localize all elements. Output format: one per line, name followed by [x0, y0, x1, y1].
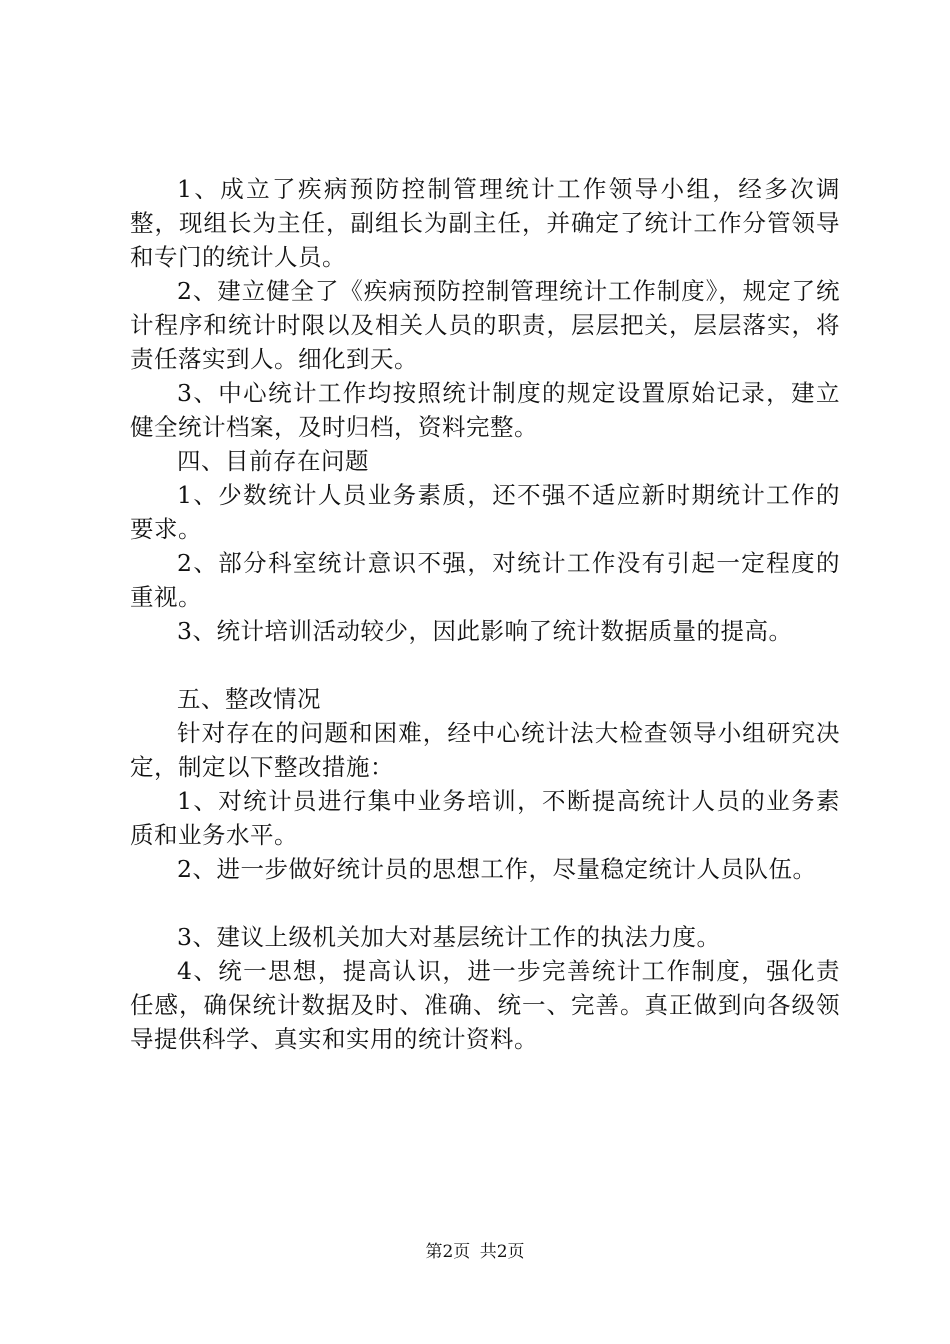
- paragraph-problem-2: 2、部分科室统计意识不强，对统计工作没有引起一定程度的重视。: [130, 549, 840, 611]
- document-body: [130, 172, 840, 1056]
- paragraph-rectification-intro: 针对存在的问题和困难，经中心统计法大检查领导小组研究决定，制定以下整改措施：: [130, 719, 840, 781]
- page-number-total: 共2页: [479, 1242, 525, 1262]
- paragraph-measure-1: 1、对统计员进行集中业务培训，不断提高统计人员的业务素质和业务水平。: [130, 787, 840, 849]
- paragraph-item-1: 1、成立了疾病预防控制管理统计工作领导小组，经多次调整，现组长为主任，副组长为副主任，并确定了统计工作分管领导和专门的统计人员。: [130, 175, 840, 271]
- paragraph-measure-3: 3、建议上级机关加大对基层统计工作的执法力度。: [177, 923, 721, 951]
- section-heading-problems: 四、目前存在问题: [177, 447, 369, 475]
- paragraph-item-3: 3、中心统计工作均按照统计制度的规定设置原始记录，建立健全统计档案，及时归档，资料完整。: [130, 379, 840, 441]
- page-footer: [0, 1241, 950, 1263]
- paragraph-measure-4: 4、统一思想，提高认识，进一步完善统计工作制度，强化责任感，确保统计数据及时、准确、统一、完善。真正做到向各级领导提供科学、真实和实用的统计资料。: [130, 957, 840, 1053]
- page-number-current: 第2页: [425, 1242, 471, 1262]
- paragraph-problem-3: 3、统计培训活动较少，因此影响了统计数据质量的提高。: [177, 617, 793, 645]
- paragraph-item-2: 2、建立健全了《疾病预防控制管理统计工作制度》，规定了统计程序和统计时限以及相关人员的职责，层层把关，层层落实，将责任落实到人。细化到天。: [130, 277, 840, 373]
- section-heading-rectification: 五、整改情况: [177, 685, 321, 713]
- paragraph-measure-2: 2、进一步做好统计员的思想工作，尽量稳定统计人员队伍。: [177, 855, 817, 883]
- paragraph-problem-1: 1、少数统计人员业务素质，还不强不适应新时期统计工作的要求。: [130, 481, 840, 543]
